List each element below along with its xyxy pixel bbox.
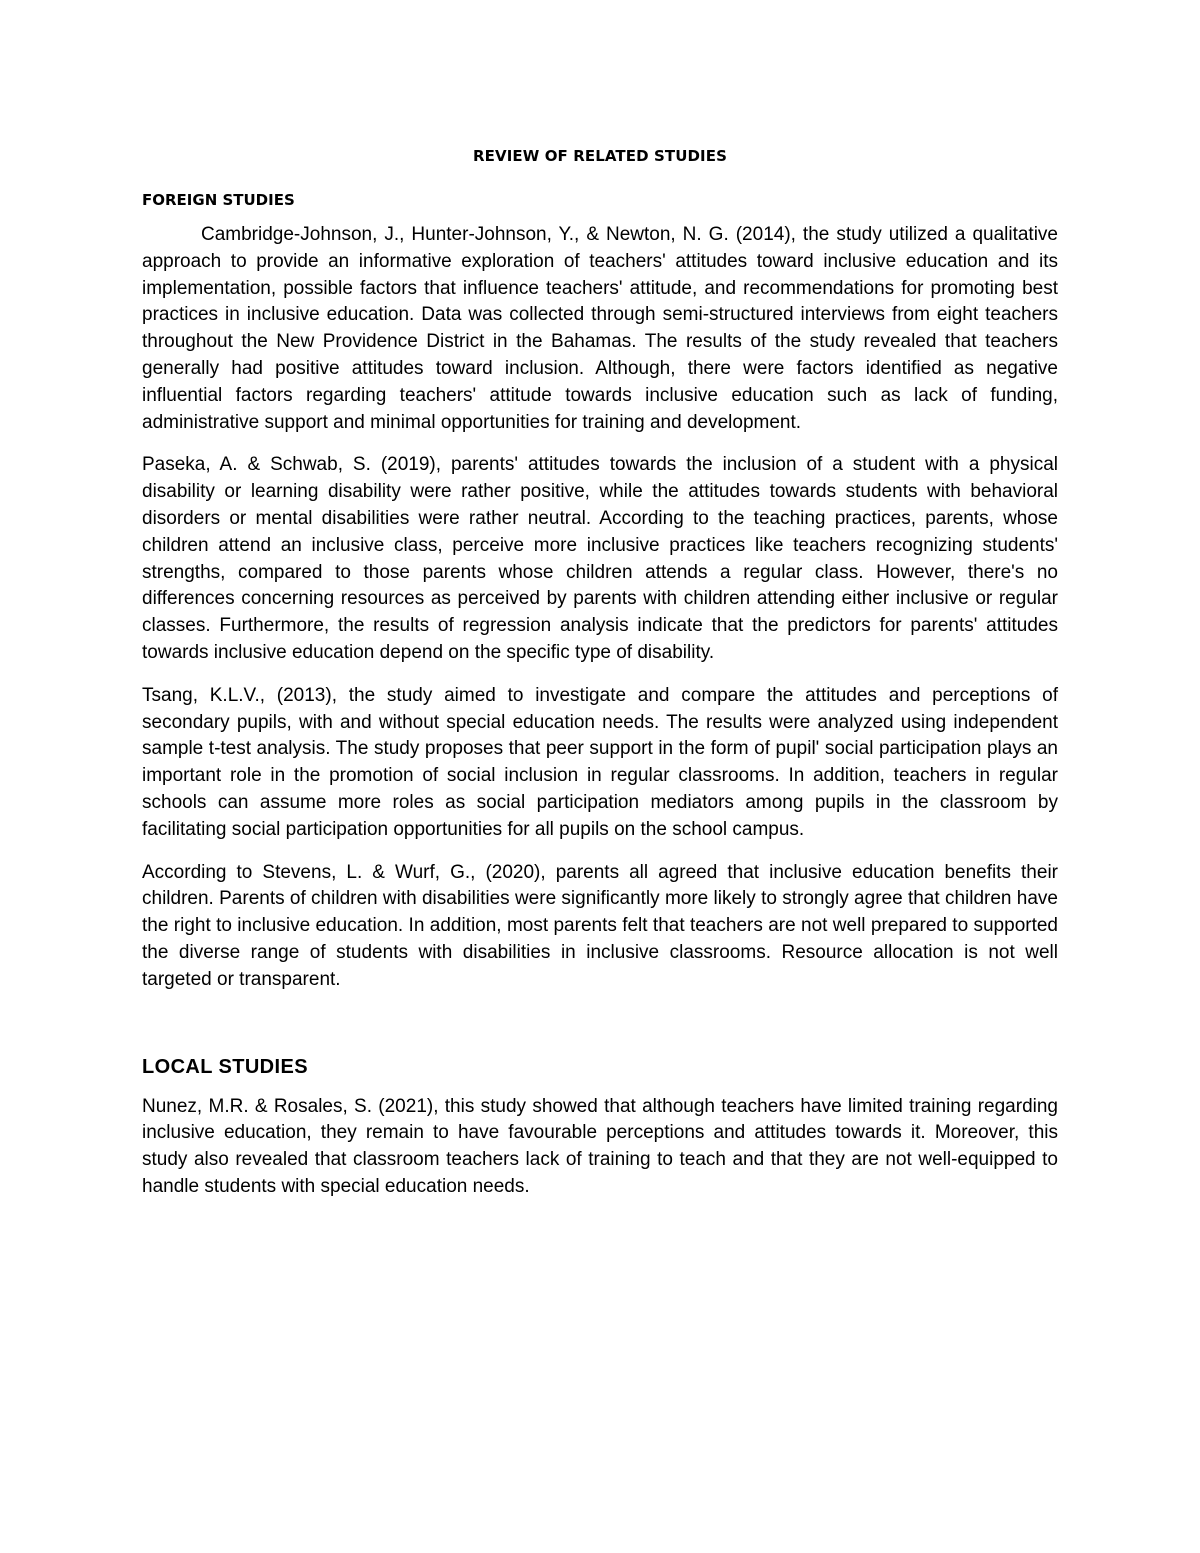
foreign-study-paragraph: Cambridge-Johnson, J., Hunter-Johnson, Y., & Newton, N. G. (2014), the study utilized a qualitative approach to provide an informative exploration of teachers' attitudes toward inclusive education and its implementation, possible factors that influence teachers' attitude, and recommendations for promoting best practices in inclusive education. Data was collected through semi-structured interviews from eight teachers throughout the New Providence District in the Bahamas. The results of the study revealed that teachers generally had positive attitudes toward inclusion. Although, there were factors identified as negative influential factors regarding teachers' attitude towards inclusive education such as lack of funding, administrative support and minimal opportunities for training and development.: [142, 224, 1058, 433]
foreign-study-paragraph: Tsang, K.L.V., (2013), the study aimed to investigate and compare the attitudes and perceptions of secondary pupils, with and without special education needs. The results were analyzed using independent sample t-test analysis. The study proposes that peer support in the form of pupil' social participation plays an important role in the promotion of social inclusion in regular classrooms. In addition, teachers in regular schools can assume more roles as social participation mediators among pupils in the classroom by facilitating social participation opportunities for all pupils on the school campus.: [142, 684, 1058, 840]
local-study-paragraph: Nunez, M.R. & Rosales, S. (2021), this study showed that although teachers have limited training regarding inclusive education, they remain to have favourable perceptions and attitudes towards it. Moreover, this study also revealed that classroom teachers lack of training to teach and that they are not well-equipped to handle students with special education needs.: [142, 1095, 1058, 1197]
document-body: [142, 146, 1058, 1201]
local-studies-heading: LOCAL STUDIES: [142, 1055, 308, 1078]
foreign-study-paragraph: According to Stevens, L. & Wurf, G., (2020), parents all agreed that inclusive education benefits their children. Parents of children with disabilities were significantly more likely to strongly agree that children have the right to inclusive education. In addition, most parents felt that teachers are not well prepared to supported the diverse range of students with disabilities in inclusive classrooms. Resource allocation is not well targeted or transparent.: [142, 861, 1058, 990]
foreign-studies-heading: FOREIGN STUDIES: [142, 191, 295, 209]
page-title: REVIEW OF RELATED STUDIES: [473, 147, 727, 165]
foreign-study-paragraph: Paseka, A. & Schwab, S. (2019), parents' attitudes towards the inclusion of a student with a physical disability or learning disability were rather positive, while the attitudes towards students with behavioral disorders or mental disabilities were rather neutral. According to the teaching practices, parents, whose children attend an inclusive class, perceive more inclusive practices like teachers recognizing students' strengths, compared to those parents whose children attends a regular class. However, there's no differences concerning resources as perceived by parents with children attending either inclusive or regular classes. Furthermore, the results of regression analysis indicate that the predictors for parents' attitudes towards inclusive education depend on the specific type of disability.: [142, 454, 1058, 663]
